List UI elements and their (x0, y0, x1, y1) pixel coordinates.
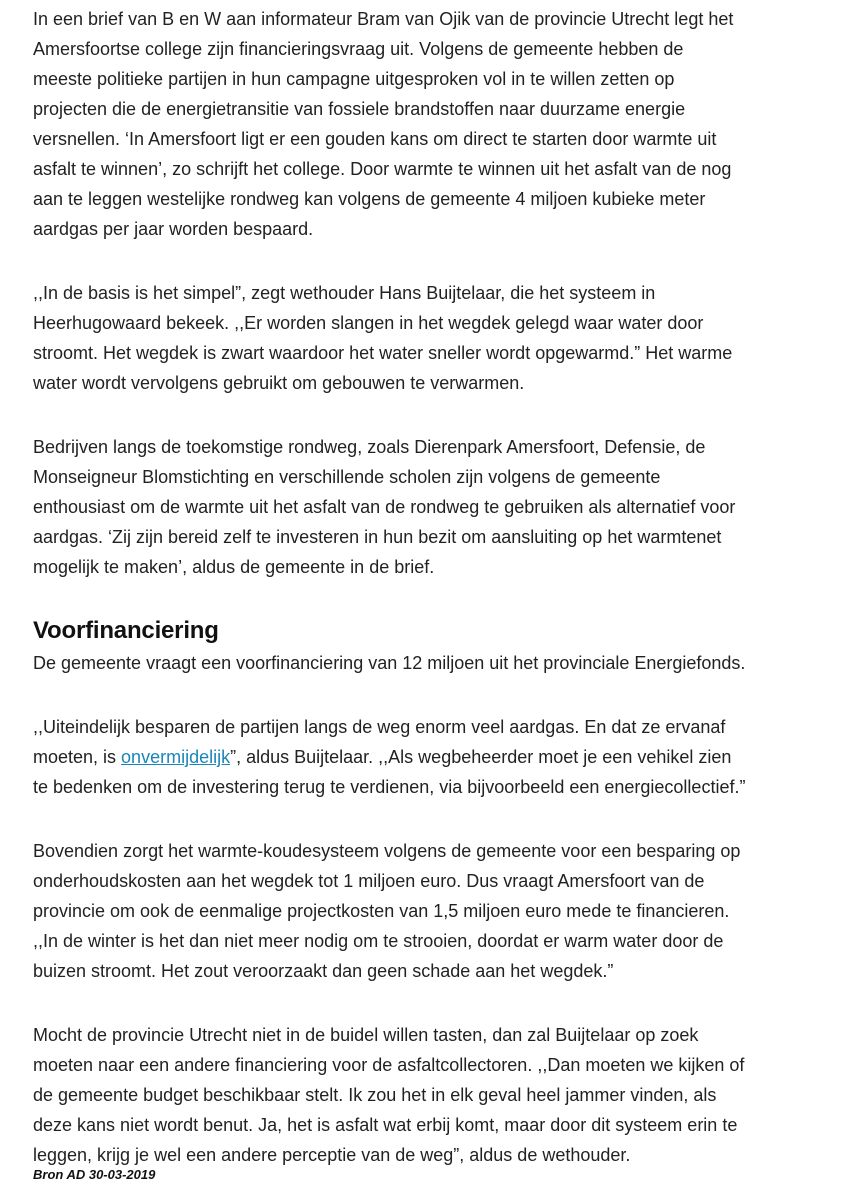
paragraph-alternative-financing: Mocht de provincie Utrecht niet in de buidel willen tasten, dan zal Buijtelaar op zoek moeten naar een andere financiering voor de asfaltcollectoren. ,,Dan moeten we kijken of de gemeente budget beschikbaar stelt. Ik zou het in elk geval heel jammer vinden, als deze kans niet wordt benut. Ja, het is asfalt wat erbij komt, maar door dit systeem erin te leggen, krijg je wel een andere perceptie van de weg”, aldus de wethouder. (33, 1025, 745, 1165)
paragraph-text-before-link: ,,Uiteindelijk besparen de partijen langs de weg enorm veel aardgas. En dat ze ervanaf moeten, is (33, 717, 726, 767)
paragraph-intro: In een brief van B en W aan informateur Bram van Ojik van de provincie Utrecht legt het Amersfoortse college zijn financieringsvraag uit. Volgens de gemeente hebben de meeste politieke partijen in hun campagne uitgesproken vol in te willen zetten op projecten die de energietransitie van fossiele brandstoffen naar duurzame energie versnellen. ‘In Amersfoort ligt er een gouden kans om direct te starten door warmte uit asfalt te winnen’, zo schrijft het college. Door warmte te winnen uit het asfalt van de nog aan te leggen westelijke rondweg kan volgens de gemeente 4 miljoen kubieke meter aardgas per jaar worden bespaard. (33, 9, 734, 239)
paragraph-text-after-link: ”, aldus Buijtelaar. ,,Als wegbeheerder moet je een vehikel zien te bedenken om de investering terug te verdienen, via bijvoorbeeld een energiecollectief.” (33, 747, 746, 797)
section-heading: Voorfinanciering (33, 617, 219, 644)
onvermijdelijk-link[interactable]: onvermijdelijk (121, 747, 231, 767)
article-body (33, 4, 833, 1170)
paragraph-quote-buijtelaar: ,,In de basis is het simpel”, zegt wethouder Hans Buijtelaar, die het systeem in Heerhugowaard bekeek. ,,Er worden slangen in het wegdek gelegd waar water door stroomt. Het wegdek is zwart waardoor het water sneller wordt opgewarmd.” Het warme water wordt vervolgens gebruikt om gebouwen te verwarmen. (33, 283, 733, 393)
paragraph-companies: Bedrijven langs de toekomstige rondweg, zoals Dierenpark Amersfoort, Defensie, de Monseigneur Blomstichting en verschillende scholen zijn volgens de gemeente enthousiast om de warmte uit het asfalt van de rondweg te gebruiken als alternatief voor aardgas. ‘Zij zijn bereid zelf te investeren in hun bezit om aansluiting op het warmtenet mogelijk te maken’, aldus de gemeente in de brief. (33, 437, 736, 577)
paragraph-savings-quote (33, 712, 833, 802)
paragraph-maintenance: Bovendien zorgt het warmte-koudesysteem volgens de gemeente voor een besparing op onderhoudskosten aan het wegdek tot 1 miljoen euro. Dus vraagt Amersfoort van de provincie om ook de eenmalige projectkosten van 1,5 miljoen euro mede te financieren. ,,In de winter is het dan niet meer nodig om te strooien, doordat er warm water door de buizen stroomt. Het zout veroorzaakt dan geen schade aan het wegdek.” (33, 841, 741, 981)
paragraph-prefinancing: De gemeente vraagt een voorfinanciering van 12 miljoen uit het provinciale Energiefonds. (33, 653, 746, 673)
source-credit: Bron AD 30-03-2019 (33, 1167, 156, 1182)
